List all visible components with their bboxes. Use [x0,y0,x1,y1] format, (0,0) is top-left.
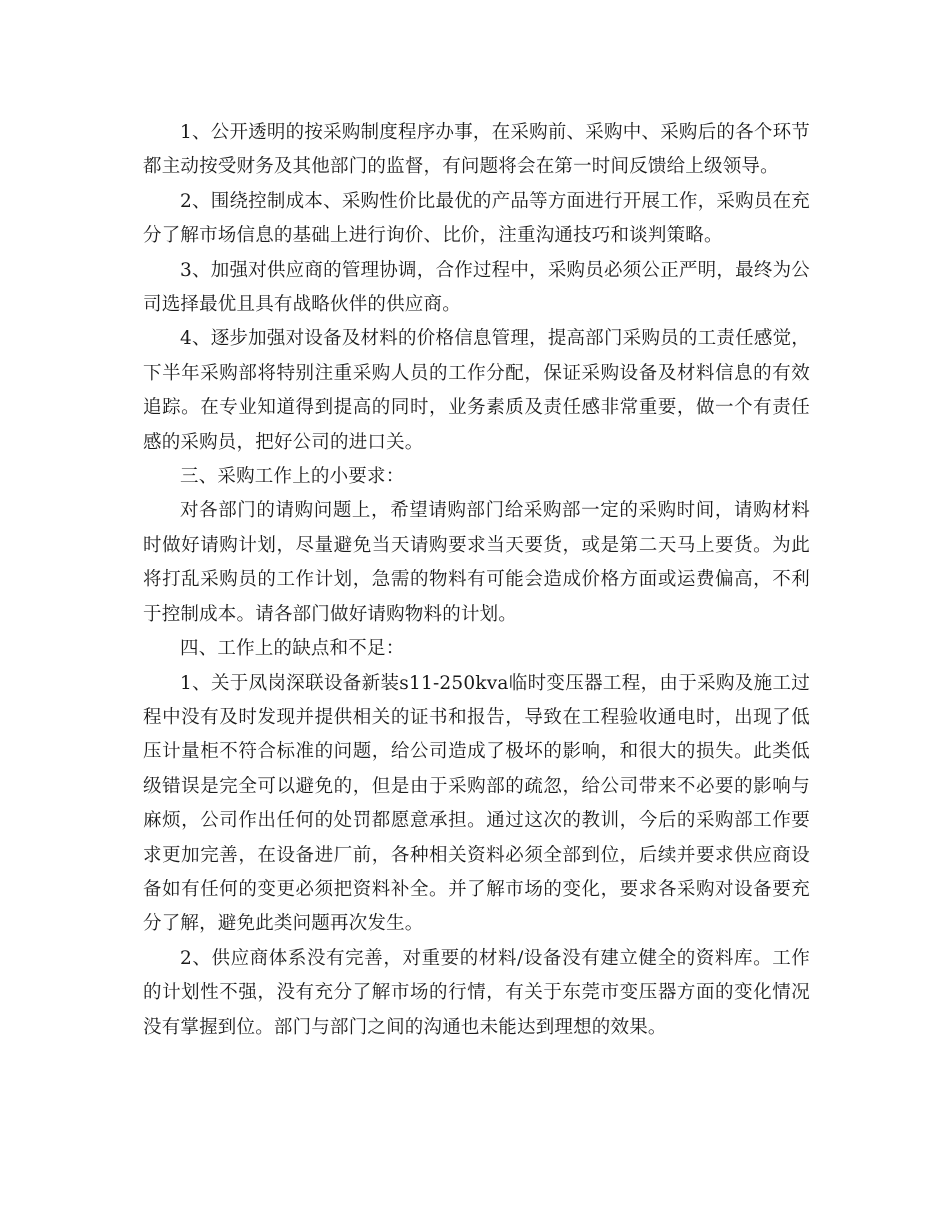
section-heading-shortcomings: 四、工作上的缺点和不足： [180,638,405,660]
paragraph-shortcoming-1: 1、关于凤岗深联设备新装s11-250kva临时变压器工程，由于采购及施工过程中没有及时发现并提供相关的证书和报告，导致在工程验收通电时，出现了低压计量柜不符合标准的问题，给公司造成了极坏的影响，和很大的损失。此类低级错误是完全可以避免的，但是由于采购部的疏忽，给公司带来不必要的影响与麻烦，公司作出任何的处罚都愿意承担。通过这次的教训，今后的采购部工作要求更加完善，在设备进厂前，各种相关资料必须全部到位，后续并要求供应商设备如有任何的变更必须把资料补全。并了解市场的变化，要求各采购对设备要充分了解，避免此类问题再次发生。 [143,672,810,935]
paragraph-2: 2、围绕控制成本、采购性价比最优的产品等方面进行开展工作，采购员在充分了解市场信息的基础上进行询价、比价，注重沟通技巧和谈判策略。 [143,190,810,247]
document-body [143,116,810,1045]
paragraph-1: 1、公开透明的按采购制度程序办事，在采购前、采购中、采购后的各个环节都主动按受财务及其他部门的监督，有问题将会在第一时间反馈给上级领导。 [143,122,810,178]
paragraph-shortcoming-2: 2、供应商体系没有完善，对重要的材料/设备没有建立健全的资料库。工作的计划性不强，没有充分了解市场的行情，有关于东莞市变压器方面的变化情况没有掌握到位。部门与部门之间的沟通也未能达到理想的效果。 [143,947,810,1038]
paragraph-requirements: 对各部门的请购问题上，希望请购部门给采购部一定的采购时间，请购材料时做好请购计划，尽量避免当天请购要求当天要货，或是第二天马上要货。为此将打乱采购员的工作计划，急需的物料有可能会造成价格方面或运费偏高，不利于控制成本。请各部门做好请购物料的计划。 [143,500,810,625]
paragraph-4: 4、逐步加强对设备及材料的价格信息管理，提高部门采购员的工责任感觉，下半年采购部将特别注重采购人员的工作分配，保证采购设备及材料信息的有效追踪。在专业知道得到提高的同时，业务素质及责任感非常重要，做一个有责任感的采购员，把好公司的进口关。 [143,328,810,453]
section-heading-requirements: 三、采购工作上的小要求： [180,466,405,488]
paragraph-3: 3、加强对供应商的管理协调，合作过程中，采购员必须公正严明，最终为公司选择最优且具有战略伙伴的供应商。 [143,259,810,316]
